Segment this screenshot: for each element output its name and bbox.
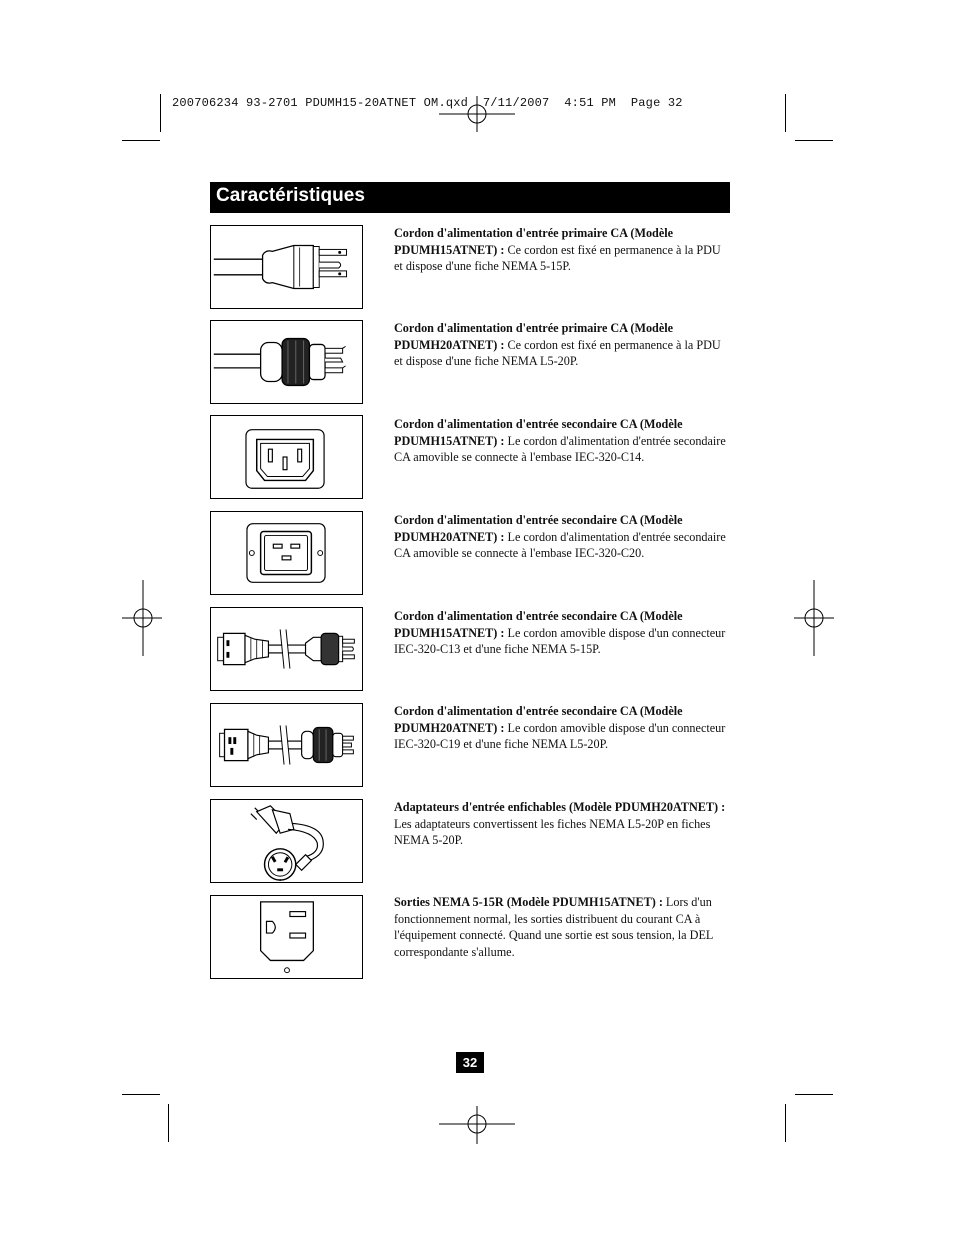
crop-mark (785, 1104, 786, 1142)
feature-title: Cordon d'alimentation d'entrée secondaire CA (Modèle PDUMH20ATNET) : (394, 704, 683, 735)
figure-box (210, 225, 363, 309)
figure-box (210, 703, 363, 787)
figure-box (210, 607, 363, 691)
feature-description (394, 416, 730, 466)
feature-description (394, 703, 730, 753)
print-slug: 200706234 93-2701 PDUMH15-20ATNET OM.qxd 7/11/2007 4:51 PM Page 32 (172, 96, 683, 110)
feature-description (394, 894, 730, 960)
figure-box (210, 895, 363, 979)
figure-box (210, 320, 363, 404)
feature-title: Cordon d'alimentation d'entrée secondaire CA (Modèle PDUMH20ATNET) : (394, 513, 683, 544)
feature-title: Adaptateurs d'entrée enfichables (Modèle PDUMH20ATNET) : (394, 800, 726, 814)
c19-to-l5-20p-cord-icon (211, 704, 362, 786)
feature-title: Sorties NEMA 5-15R (Modèle PDUMH15ATNET) : (394, 895, 663, 909)
iec-320-c14-inlet-icon (211, 416, 362, 498)
feature-title: Cordon d'alimentation d'entrée secondaire CA (Modèle PDUMH15ATNET) : (394, 609, 683, 640)
figure-box (210, 511, 363, 595)
nema-l5-20p-plug-icon (211, 321, 362, 403)
figure-box (210, 799, 363, 883)
registration-mark-icon (794, 580, 834, 656)
crop-mark (122, 1094, 160, 1095)
feature-description (394, 512, 730, 562)
feature-text: Le cordon amovible dispose d'un connecteur IEC-320-C19 et d'une fiche NEMA L5-20P. (394, 720, 726, 751)
feature-title: Cordon d'alimentation d'entrée primaire CA (Modèle PDUMH15ATNET) : (394, 226, 674, 257)
feature-title: Cordon d'alimentation d'entrée primaire CA (Modèle PDUMH20ATNET) : (394, 321, 674, 352)
registration-mark-icon (439, 1104, 515, 1144)
crop-mark (168, 1104, 169, 1142)
page-number: 32 (456, 1052, 484, 1073)
feature-text: Ce cordon est fixé en permanence à la PDU et dispose d'une fiche NEMA 5-15P. (394, 242, 721, 273)
feature-text: Le cordon d'alimentation d'entrée secondaire CA amovible se connecte à l'embase IEC-320-C14. (394, 433, 726, 464)
feature-text: Le cordon d'alimentation d'entrée secondaire CA amovible se connecte à l'embase IEC-320-C20. (394, 529, 726, 560)
feature-description (394, 320, 730, 370)
crop-mark (795, 140, 833, 141)
feature-title: Cordon d'alimentation d'entrée secondaire CA (Modèle PDUMH15ATNET) : (394, 417, 683, 448)
registration-mark-icon (122, 580, 162, 656)
crop-mark (160, 94, 161, 132)
feature-text: Le cordon amovible dispose d'un connecteur IEC-320-C13 et d'une fiche NEMA 5-15P. (394, 625, 726, 656)
c13-to-5-15p-cord-icon (211, 608, 362, 690)
nema-5-15r-outlet-icon (211, 896, 362, 978)
feature-description (394, 225, 730, 275)
feature-text: Ce cordon est fixé en permanence à la PDU et dispose d'une fiche NEMA L5-20P. (394, 337, 721, 368)
plug-adapter-icon (211, 800, 362, 882)
crop-mark (785, 94, 786, 132)
feature-text: Lors d'un fonctionnement normal, les sorties distribuent du courant CA à l'équipement connecté. Quand une sortie est sous tension, la DEL correspondante s'allume. (394, 895, 713, 959)
feature-text: Les adaptateurs convertissent les fiches NEMA L5-20P en fiches NEMA 5-20P. (394, 816, 711, 847)
feature-description (394, 608, 730, 658)
section-header (210, 182, 730, 213)
section-title: Caractéristiques (216, 185, 365, 206)
feature-description (394, 799, 730, 849)
crop-mark (122, 140, 160, 141)
crop-mark (795, 1094, 833, 1095)
nema-5-15p-plug-icon (211, 226, 362, 308)
figure-box (210, 415, 363, 499)
iec-320-c20-inlet-icon (211, 512, 362, 594)
registration-mark-icon (439, 96, 515, 136)
